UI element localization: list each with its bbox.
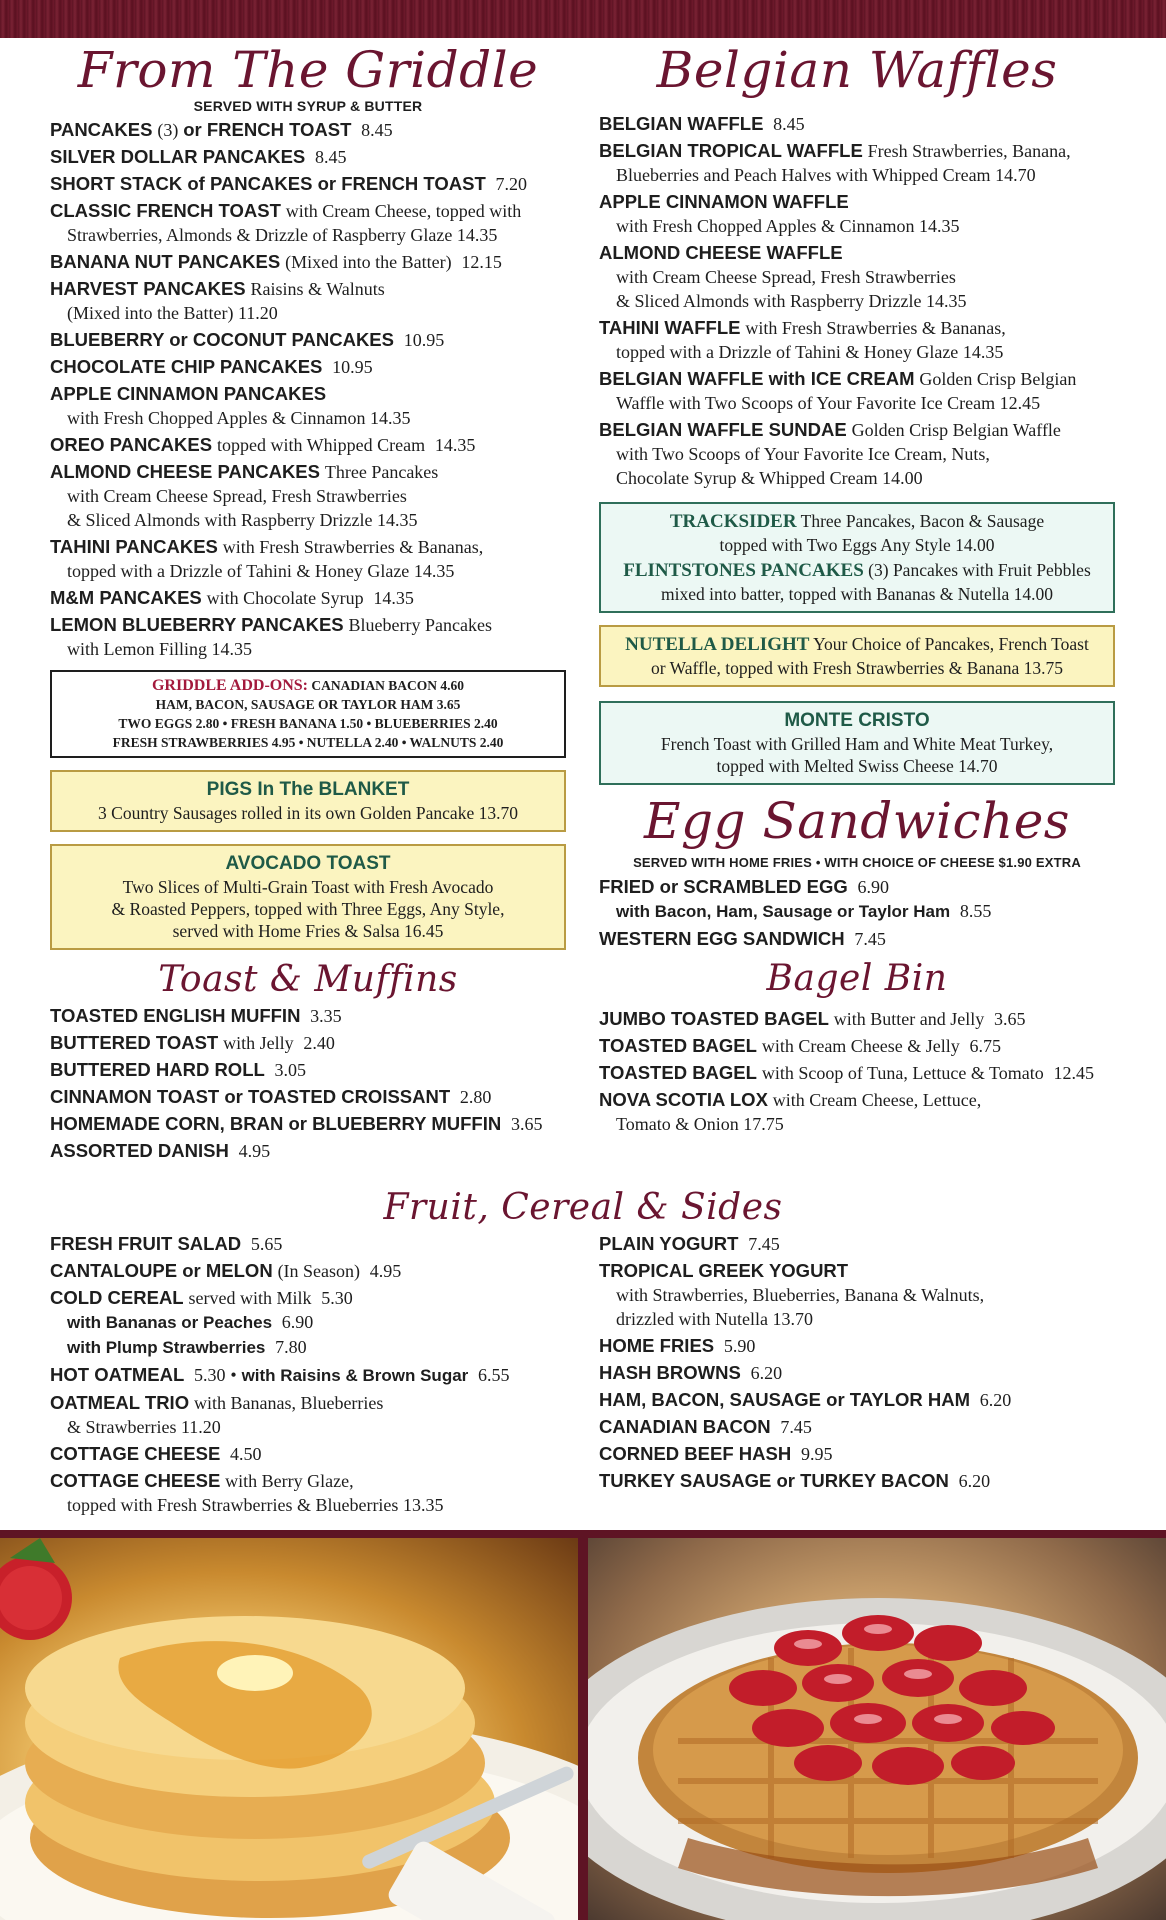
menu-item: FRIED or SCRAMBLED EGG 6.90 with Bacon, Ham, Sausage or Taylor Ham 8.55 bbox=[599, 876, 992, 921]
menu-item: BLUEBERRY or COCONUT PANCAKES 10.95 bbox=[50, 329, 445, 350]
fruit-left-items bbox=[50, 1232, 566, 1517]
menu-item: BANANA NUT PANCAKES (Mixed into the Batter) 12.15 bbox=[50, 251, 502, 272]
menu-item: OREO PANCAKES topped with Whipped Cream 14.35 bbox=[50, 434, 476, 455]
waffle-photo bbox=[588, 1538, 1166, 1920]
menu-item: COLD CEREAL served with Milk 5.30 with Bananas or Peaches 6.90 with Plump Strawberries 7.80 bbox=[50, 1287, 353, 1357]
top-decorative-bar bbox=[0, 0, 1166, 38]
menu-item: BELGIAN WAFFLE 8.45 bbox=[599, 113, 805, 134]
menu-item: ALMOND CHEESE WAFFLE with Cream Cheese Spread, Fresh Strawberries & Sliced Almonds with Raspberry Drizzle 14.35 bbox=[599, 242, 967, 311]
right-column bbox=[599, 38, 1115, 1136]
pancakes-photo bbox=[0, 1538, 578, 1920]
toast-items bbox=[50, 1004, 566, 1163]
menu-item: PLAIN YOGURT 7.45 bbox=[599, 1233, 780, 1254]
menu-item: TAHINI PANCAKES with Fresh Strawberries & Bananas, topped with a Drizzle of Tahini & Honey Glaze 14.35 bbox=[50, 536, 484, 581]
menu-item: APPLE CINNAMON PANCAKES with Fresh Chopped Apples & Cinnamon 14.35 bbox=[50, 383, 411, 428]
menu-item: TURKEY SAUSAGE or TURKEY BACON 6.20 bbox=[599, 1470, 991, 1491]
menu-item: FRESH FRUIT SALAD 5.65 bbox=[50, 1233, 283, 1254]
griddle-items bbox=[50, 118, 566, 661]
menu-item: OATMEAL TRIO with Bananas, Blueberries & Strawberries 11.20 bbox=[50, 1392, 384, 1437]
menu-item: CANADIAN BACON 7.45 bbox=[599, 1416, 812, 1437]
menu-item: COTTAGE CHEESE 4.50 bbox=[50, 1443, 262, 1464]
menu-item: TOASTED ENGLISH MUFFIN 3.35 bbox=[50, 1005, 342, 1026]
menu-item: SHORT STACK of PANCAKES or FRENCH TOAST 7.20 bbox=[50, 173, 528, 194]
menu-item: PANCAKES (3) or FRENCH TOAST 8.45 bbox=[50, 119, 393, 140]
menu-item: CHOCOLATE CHIP PANCAKES 10.95 bbox=[50, 356, 373, 377]
menu-item: HASH BROWNS 6.20 bbox=[599, 1362, 783, 1383]
fruit-title: Fruit, Cereal & Sides bbox=[383, 1187, 783, 1228]
bagel-items bbox=[599, 1007, 1115, 1136]
menu-item: TROPICAL GREEK YOGURT with Strawberries, Blueberries, Banana & Walnuts, drizzled with Nutella 13.70 bbox=[599, 1260, 985, 1329]
menu-item: TOASTED BAGEL with Scoop of Tuna, Lettuce & Tomato 12.45 bbox=[599, 1062, 1094, 1083]
menu-item: M&M PANCAKES with Chocolate Syrup 14.35 bbox=[50, 587, 414, 608]
menu-item: WESTERN EGG SANDWICH 7.45 bbox=[599, 928, 886, 949]
menu-item: TAHINI WAFFLE with Fresh Strawberries & Bananas, topped with a Drizzle of Tahini & Honey Glaze 14.35 bbox=[599, 317, 1006, 362]
photo-strip bbox=[0, 1530, 1166, 1920]
menu-item: CANTALOUPE or MELON (In Season) 4.95 bbox=[50, 1260, 402, 1281]
menu-item: LEMON BLUEBERRY PANCAKES Blueberry Pancakes with Lemon Filling 14.35 bbox=[50, 614, 492, 659]
menu-item: CINNAMON TOAST or TOASTED CROISSANT 2.80 bbox=[50, 1086, 492, 1107]
menu-item: BUTTERED TOAST with Jelly 2.40 bbox=[50, 1032, 335, 1053]
egg-items bbox=[599, 875, 1115, 951]
griddle-addons-box: GRIDDLE ADD-ONS: CANADIAN BACON 4.60 HAM, BACON, SAUSAGE OR TAYLOR HAM 3.65 TWO EGGS 2.80 • FRESH BANANA 1.50 • BLUEBERRIES 2.40 FRESH STRAWBERRIES 4.95 • NUTELLA 2.40 • WALNUTS 2.40 bbox=[50, 670, 566, 758]
menu-item: SILVER DOLLAR PANCAKES 8.45 bbox=[50, 146, 347, 167]
menu-item: TOASTED BAGEL with Cream Cheese & Jelly 6.75 bbox=[599, 1035, 1002, 1056]
menu-item: COTTAGE CHEESE with Berry Glaze, topped with Fresh Strawberries & Blueberries 13.35 bbox=[50, 1470, 444, 1515]
menu-item: BUTTERED HARD ROLL 3.05 bbox=[50, 1059, 307, 1080]
menu-item: BELGIAN TROPICAL WAFFLE Fresh Strawberries, Banana, Blueberries and Peach Halves with Whipped Cream 14.70 bbox=[599, 140, 1071, 185]
menu-item: HARVEST PANCAKES Raisins & Walnuts (Mixed into the Batter) 11.20 bbox=[50, 278, 385, 323]
menu-item: HOMEMADE CORN, BRAN or BLUEBERRY MUFFIN 3.65 bbox=[50, 1113, 543, 1134]
waffles-title: Belgian Waffles bbox=[656, 41, 1058, 99]
egg-title: Egg Sandwiches bbox=[644, 792, 1070, 850]
menu-item: BELGIAN WAFFLE SUNDAE Golden Crisp Belgian Waffle with Two Scoops of Your Favorite Ice Cream, Nuts, Chocolate Syrup & Whipped Cream 14.00 bbox=[599, 419, 1061, 488]
waffle-illustration bbox=[588, 1538, 1166, 1920]
menu-item: CORNED BEEF HASH 9.95 bbox=[599, 1443, 833, 1464]
griddle-title: From The Griddle bbox=[77, 41, 539, 99]
menu-item: APPLE CINNAMON WAFFLE with Fresh Chopped Apples & Cinnamon 14.35 bbox=[599, 191, 960, 236]
monte-cristo-box: MONTE CRISTO French Toast with Grilled Ham and White Meat Turkey, topped with Melted Swiss Cheese 14.70 bbox=[599, 701, 1115, 785]
menu-item: NOVA SCOTIA LOX with Cream Cheese, Lettuce, Tomato & Onion 17.75 bbox=[599, 1089, 982, 1134]
pancakes-illustration bbox=[0, 1538, 578, 1920]
pigs-in-blanket-box: PIGS In The BLANKET 3 Country Sausages rolled in its own Golden Pancake 13.70 bbox=[50, 770, 566, 832]
toast-title: Toast & Muffins bbox=[158, 959, 458, 1000]
menu-item: ASSORTED DANISH 4.95 bbox=[50, 1140, 271, 1161]
menu-item: JUMBO TOASTED BAGEL with Butter and Jelly 3.65 bbox=[599, 1008, 1026, 1029]
avocado-toast-box: AVOCADO TOAST Two Slices of Multi-Grain Toast with Fresh Avocado & Roasted Peppers, topped with Three Eggs, Any Style, served with Home Fries & Salsa 16.45 bbox=[50, 844, 566, 950]
griddle-subtitle: SERVED WITH SYRUP & BUTTER bbox=[193, 98, 423, 114]
menu-item: BELGIAN WAFFLE with ICE CREAM Golden Crisp Belgian Waffle with Two Scoops of Your Favorite Ice Cream 12.45 bbox=[599, 368, 1077, 413]
left-column bbox=[50, 38, 566, 1163]
menu-item: ALMOND CHEESE PANCAKES Three Pancakes with Cream Cheese Spread, Fresh Strawberries & Sliced Almonds with Raspberry Drizzle 14.35 bbox=[50, 461, 439, 530]
fruit-right-items bbox=[599, 1232, 1115, 1493]
tracksider-box: TRACKSIDER Three Pancakes, Bacon & Sausage topped with Two Eggs Any Style 14.00 FLINTSTONES PANCAKES (3) Pancakes with Fruit Pebbles mixed into batter, topped with Bananas & Nutella 14.00 bbox=[599, 502, 1115, 613]
bagel-title: Bagel Bin bbox=[766, 958, 948, 999]
nutella-delight-box: NUTELLA DELIGHT Your Choice of Pancakes, French Toast or Waffle, topped with Fresh Strawberries & Banana 13.75 bbox=[599, 625, 1115, 687]
waffle-items bbox=[599, 112, 1115, 490]
menu-item: CLASSIC FRENCH TOAST with Cream Cheese, topped with Strawberries, Almonds & Drizzle of Raspberry Glaze 14.35 bbox=[50, 200, 522, 245]
menu-item: HOT OATMEAL 5.30 • with Raisins & Brown Sugar 6.55 bbox=[50, 1364, 510, 1385]
menu-item: HAM, BACON, SAUSAGE or TAYLOR HAM 6.20 bbox=[599, 1389, 1012, 1410]
menu-item: HOME FRIES 5.90 bbox=[599, 1335, 756, 1356]
egg-subtitle: SERVED WITH HOME FRIES • WITH CHOICE OF CHEESE $1.90 EXTRA bbox=[633, 855, 1081, 870]
